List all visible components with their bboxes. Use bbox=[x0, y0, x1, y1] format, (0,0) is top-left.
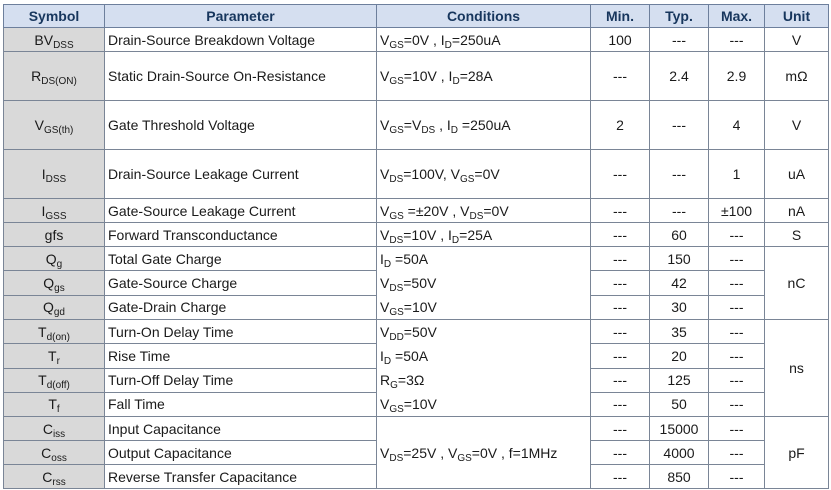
unit-cell: V bbox=[765, 28, 829, 52]
max-cell: --- bbox=[709, 28, 765, 52]
max-cell: 2.9 bbox=[709, 52, 765, 101]
header-row bbox=[4, 5, 829, 28]
condition-line: $V_{GS}=10V$ bbox=[380, 299, 437, 318]
unit-cell: uA bbox=[765, 150, 829, 199]
symbol-cell: $T_r$ bbox=[4, 344, 105, 368]
symbol-cell: $Q_{gs}$ bbox=[4, 271, 105, 295]
max-cell: --- bbox=[709, 344, 765, 368]
typ-cell: 15000 bbox=[650, 417, 709, 441]
symbol-cell: $I_{DSS}$ bbox=[4, 150, 105, 199]
table-row bbox=[4, 101, 829, 150]
symbol-cell: $V_{GS(th)}$ bbox=[4, 101, 105, 150]
max-cell: --- bbox=[709, 441, 765, 465]
parameter-cell: Drain-Source Breakdown Voltage bbox=[105, 28, 377, 52]
conditions-cell-switching bbox=[377, 320, 591, 417]
max-cell: --- bbox=[709, 247, 765, 271]
header-symbol: Symbol bbox=[4, 5, 105, 28]
table-row bbox=[4, 320, 829, 344]
header-min: Min. bbox=[591, 5, 650, 28]
min-cell: --- bbox=[591, 52, 650, 101]
condition-line: $V_{DD}=50V$ bbox=[380, 324, 437, 343]
parameter-cell: Forward Transconductance bbox=[105, 223, 377, 247]
parameter-cell: Total Gate Charge bbox=[105, 247, 377, 271]
parameter-cell: Turn-Off Delay Time bbox=[105, 368, 377, 392]
max-cell: 1 bbox=[709, 150, 765, 199]
header-unit: Unit bbox=[765, 5, 829, 28]
min-cell: --- bbox=[591, 295, 650, 319]
min-cell: --- bbox=[591, 223, 650, 247]
min-cell: --- bbox=[591, 344, 650, 368]
max-cell: --- bbox=[709, 295, 765, 319]
max-cell: ±100 bbox=[709, 199, 765, 223]
unit-cell: nA bbox=[765, 199, 829, 223]
parameter-cell: Fall Time bbox=[105, 392, 377, 416]
conditions-cell: $V_{DS}=100V$, $V_{GS}=0V$ bbox=[377, 150, 591, 199]
max-cell: --- bbox=[709, 392, 765, 416]
table-row bbox=[4, 150, 829, 199]
spec-table-container bbox=[3, 4, 828, 487]
parameter-cell: Drain-Source Leakage Current bbox=[105, 150, 377, 199]
unit-cell: mΩ bbox=[765, 52, 829, 101]
max-cell: --- bbox=[709, 368, 765, 392]
parameter-cell: Gate-Source Charge bbox=[105, 271, 377, 295]
parameter-cell: Turn-On Delay Time bbox=[105, 320, 377, 344]
symbol-cell: $C_{iss}$ bbox=[4, 417, 105, 441]
table-row bbox=[4, 199, 829, 223]
conditions-cell-capacitance: $V_{DS}=25V$ , $V_{GS}=0V$ , f=1MHz bbox=[377, 417, 591, 489]
symbol-cell: $Q_{gd}$ bbox=[4, 295, 105, 319]
parameter-cell: Output Capacitance bbox=[105, 441, 377, 465]
condition-line: $I_D =50A$ bbox=[380, 348, 429, 367]
max-cell: 4 bbox=[709, 101, 765, 150]
symbol-cell: $C_{oss}$ bbox=[4, 441, 105, 465]
symbol-cell: gfs bbox=[4, 223, 105, 247]
typ-cell: 35 bbox=[650, 320, 709, 344]
table-row bbox=[4, 417, 829, 441]
unit-cell-switching: ns bbox=[765, 320, 829, 417]
parameter-cell: Gate-Drain Charge bbox=[105, 295, 377, 319]
condition-line: $I_D =50A$ bbox=[380, 251, 429, 270]
min-cell: 2 bbox=[591, 101, 650, 150]
min-cell: --- bbox=[591, 247, 650, 271]
typ-cell: 150 bbox=[650, 247, 709, 271]
unit-cell-capacitance: pF bbox=[765, 417, 829, 489]
conditions-cell: $V_{GS}=V_{DS}$ , $I_D =250uA$ bbox=[377, 101, 591, 150]
condition-line: $V_{GS}=10V$ bbox=[380, 396, 437, 415]
symbol-cell: $R_{DS(ON)}$ bbox=[4, 52, 105, 101]
typ-cell: 4000 bbox=[650, 441, 709, 465]
table-row bbox=[4, 52, 829, 101]
conditions-cell: $V_{GS}=10V$ , $I_D=28A$ bbox=[377, 52, 591, 101]
typ-cell: 850 bbox=[650, 465, 709, 489]
min-cell: --- bbox=[591, 465, 650, 489]
typ-cell: 42 bbox=[650, 271, 709, 295]
typ-cell: 2.4 bbox=[650, 52, 709, 101]
table-row bbox=[4, 223, 829, 247]
symbol-cell: $T_{d(off)}$ bbox=[4, 368, 105, 392]
header-parameter: Parameter bbox=[105, 5, 377, 28]
condition-line: $V_{DS}=50V$ bbox=[380, 275, 437, 294]
parameter-cell: Gate Threshold Voltage bbox=[105, 101, 377, 150]
unit-cell-gate-charge: nC bbox=[765, 247, 829, 320]
conditions-cell-gate-charge bbox=[377, 247, 591, 320]
symbol-cell: $T_f$ bbox=[4, 392, 105, 416]
electrical-characteristics-table bbox=[3, 4, 829, 489]
typ-cell: 125 bbox=[650, 368, 709, 392]
min-cell: --- bbox=[591, 150, 650, 199]
unit-cell: S bbox=[765, 223, 829, 247]
conditions-cell: $V_{GS}=0V$ , $I_D=250uA$ bbox=[377, 28, 591, 52]
typ-cell: 20 bbox=[650, 344, 709, 368]
typ-cell: --- bbox=[650, 101, 709, 150]
typ-cell: 60 bbox=[650, 223, 709, 247]
max-cell: --- bbox=[709, 223, 765, 247]
parameter-cell: Rise Time bbox=[105, 344, 377, 368]
symbol-cell: $I_{GSS}$ bbox=[4, 199, 105, 223]
min-cell: --- bbox=[591, 320, 650, 344]
header-typ: Typ. bbox=[650, 5, 709, 28]
unit-cell: V bbox=[765, 101, 829, 150]
min-cell: 100 bbox=[591, 28, 650, 52]
max-cell: --- bbox=[709, 271, 765, 295]
max-cell: --- bbox=[709, 465, 765, 489]
min-cell: --- bbox=[591, 271, 650, 295]
max-cell: --- bbox=[709, 320, 765, 344]
min-cell: --- bbox=[591, 441, 650, 465]
header-max: Max. bbox=[709, 5, 765, 28]
symbol-cell: $C_{rss}$ bbox=[4, 465, 105, 489]
header-conditions: Conditions bbox=[377, 5, 591, 28]
typ-cell: 30 bbox=[650, 295, 709, 319]
min-cell: --- bbox=[591, 392, 650, 416]
parameter-cell: Gate-Source Leakage Current bbox=[105, 199, 377, 223]
min-cell: --- bbox=[591, 368, 650, 392]
symbol-cell: $Q_g$ bbox=[4, 247, 105, 271]
parameter-cell: Reverse Transfer Capacitance bbox=[105, 465, 377, 489]
max-cell: --- bbox=[709, 417, 765, 441]
symbol-cell: $T_{d(on)}$ bbox=[4, 320, 105, 344]
condition-line: $R_G=3\Omega$ bbox=[380, 372, 425, 391]
conditions-cell: $V_{GS} =\pm 20V$ , $V_{DS}=0V$ bbox=[377, 199, 591, 223]
table-row bbox=[4, 247, 829, 271]
parameter-cell: Input Capacitance bbox=[105, 417, 377, 441]
table-row bbox=[4, 28, 829, 52]
typ-cell: --- bbox=[650, 150, 709, 199]
min-cell: --- bbox=[591, 199, 650, 223]
conditions-cell: $V_{DS}=10V$ , $I_D=25A$ bbox=[377, 223, 591, 247]
typ-cell: --- bbox=[650, 28, 709, 52]
symbol-cell: $BV_{DSS}$ bbox=[4, 28, 105, 52]
typ-cell: --- bbox=[650, 199, 709, 223]
min-cell: --- bbox=[591, 417, 650, 441]
parameter-cell: Static Drain-Source On-Resistance bbox=[105, 52, 377, 101]
typ-cell: 50 bbox=[650, 392, 709, 416]
